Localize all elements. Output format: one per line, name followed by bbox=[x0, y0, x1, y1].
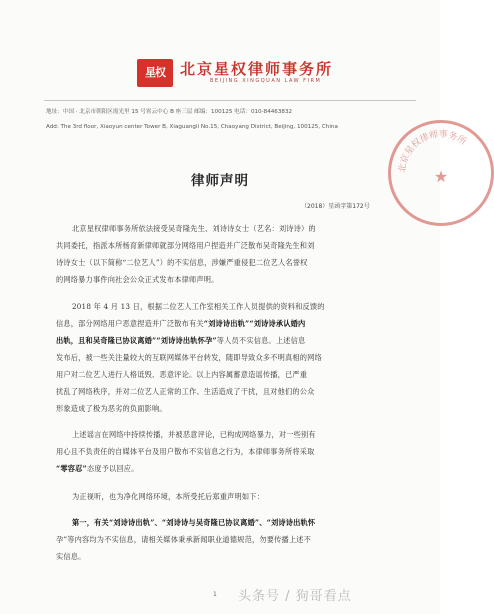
paragraph-line: 的网络暴力事件向社会公众正式发布本律师声明。 bbox=[56, 275, 219, 284]
firm-logo bbox=[137, 59, 173, 87]
paragraph-line: 信息，部分网络用户恶意捏造并广泛散布有关“刘诗诗出轨”“刘诗诗承认婚内 bbox=[56, 319, 306, 328]
seal-text: 北京星权律师事务所 bbox=[397, 129, 468, 174]
document-title: 律师声明 bbox=[191, 173, 249, 189]
paragraph-line: 上述谣言在网络中持续传播，并被恶意评论，已构成网络暴力，对一些别有 bbox=[72, 430, 316, 439]
address-en: Add: The 3rd floor, Xiaoyun center Tower B, Xiaguangli No.15, Chaoyang District, Beijing, 100125, China bbox=[46, 124, 338, 130]
paragraph-line: “零容忍”态度予以回应。 bbox=[56, 464, 139, 473]
address-cn: 地址：中国 · 北京市朝阳区霞光里 15 号霄云中心 B 座三层 邮编：100125 电话：010-84463832 bbox=[46, 109, 293, 115]
paragraph-line: 北京星权律师事务所依法接受吴奇隆先生、刘诗诗女士（艺名：刘诗诗）的 bbox=[72, 224, 316, 233]
svg-text:★: ★ bbox=[433, 167, 449, 186]
page-number: 1 bbox=[213, 591, 217, 598]
paragraph-line: 2018 年 4 月 13 日，根据二位艺人工作室相关工作人员提供的资料和反馈的 bbox=[72, 302, 325, 311]
paragraph-line: 形象造成了极为恶劣的负面影响。 bbox=[56, 404, 167, 413]
header-divider bbox=[44, 100, 416, 101]
paragraph-1 bbox=[56, 220, 402, 288]
paragraph-line: 用心且不负责任的自媒体平台及用户散布不实信息之行为，本律师事务所将采取 bbox=[56, 447, 315, 456]
paragraph-line: 为正视听，也为净化网络环境，本所受托后郑重声明如下： bbox=[72, 492, 265, 501]
paragraph-3 bbox=[56, 426, 402, 477]
logo-text: 星权 bbox=[145, 66, 165, 79]
paragraph-line: 用户对二位艺人进行人格诋毁、恶意评论。以上内容属蓄意造谣传播，已严重 bbox=[56, 370, 308, 379]
paragraph-line: 出轨，且和吴奇隆已协议离婚”“刘诗诗出轨怀孕”等人员不实信息。上述信息 bbox=[56, 336, 306, 345]
paragraph-5 bbox=[56, 514, 402, 565]
paragraph-line: 第一，有关“刘诗诗出轨”、“刘诗诗与吴奇隆已协议离婚”、“刘诗诗出轨怀 bbox=[72, 518, 316, 527]
paragraph-line: 孕”等内容均为不实信息，请相关媒体秉承新闻职业道德规范，勿要传播上述不 bbox=[56, 535, 312, 544]
paragraph-line: 发布后，被一些关注量较大的互联网媒体平台转发，随即导致众多不明真相的网络 bbox=[56, 353, 322, 362]
paragraph-2 bbox=[56, 298, 402, 417]
paragraph-line: 共同委托，指派本所杨育新律师就部分网络用户捏造并广泛散布吴奇隆先生和刘 bbox=[56, 241, 315, 250]
paragraph-line: 扰乱了网络秩序，并对二位艺人正常的工作、生活造成了干扰，且对他们的公众 bbox=[56, 387, 315, 396]
svg-text:北京星权律师事务所 bbox=[396, 128, 468, 174]
document-number: （2018）星函字第172号 bbox=[301, 203, 370, 210]
firm-name-en: BEIJING XINGQUAN LAW FIRM bbox=[210, 78, 322, 84]
paragraph-line: 实信息。 bbox=[56, 552, 86, 561]
paragraph-4 bbox=[56, 488, 402, 505]
paragraph-line: 诗诗女士（以下简称“二位艺人”）的不实信息，涉嫌严重侵犯二位艺人名誉权 bbox=[56, 258, 308, 267]
firm-name: 北京星权律师事务所 bbox=[180, 60, 334, 78]
source-watermark: 头条号 / 狗哥看点 bbox=[238, 589, 352, 604]
